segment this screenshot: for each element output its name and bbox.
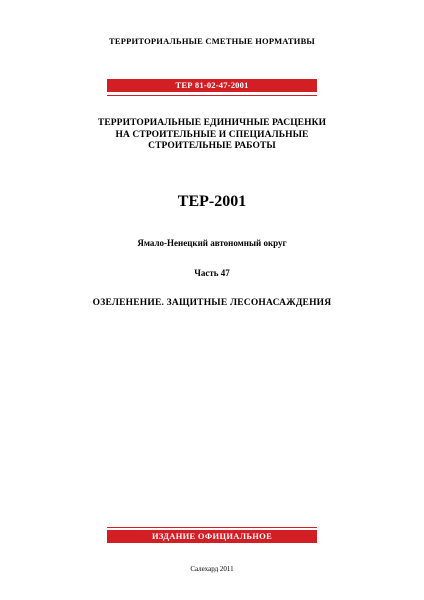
region-name: Ямало-Ненецкий автономный округ (137, 238, 287, 248)
top-divider (107, 95, 317, 96)
section-title: ОЗЕЛЕНЕНИЕ. ЗАЩИТНЫЕ ЛЕСОНАСАЖДЕНИЯ (92, 298, 332, 308)
place-and-year: Салехард 2011 (190, 565, 234, 573)
main-title-line-3: СТРОИТЕЛЬНЫЕ РАБОТЫ (148, 141, 276, 151)
short-title: ТЕР-2001 (177, 193, 247, 210)
document-code-banner: ТЕР 81-02-47-2001 (107, 79, 317, 92)
bottom-divider (107, 527, 317, 528)
part-number: Часть 47 (194, 268, 230, 278)
main-title (80, 118, 344, 153)
series-title: ТЕРРИТОРИАЛЬНЫЕ СМЕТНЫЕ НОРМАТИВЫ (109, 36, 315, 46)
edition-banner: ИЗДАНИЕ ОФИЦИАЛЬНОЕ (107, 530, 317, 543)
main-title-line-1: ТЕРРИТОРИАЛЬНЫЕ ЕДИНИЧНЫЕ РАСЦЕНКИ (97, 118, 327, 128)
main-title-line-2: НА СТРОИТЕЛЬНЫЕ И СПЕЦИАЛЬНЫЕ (115, 129, 309, 140)
